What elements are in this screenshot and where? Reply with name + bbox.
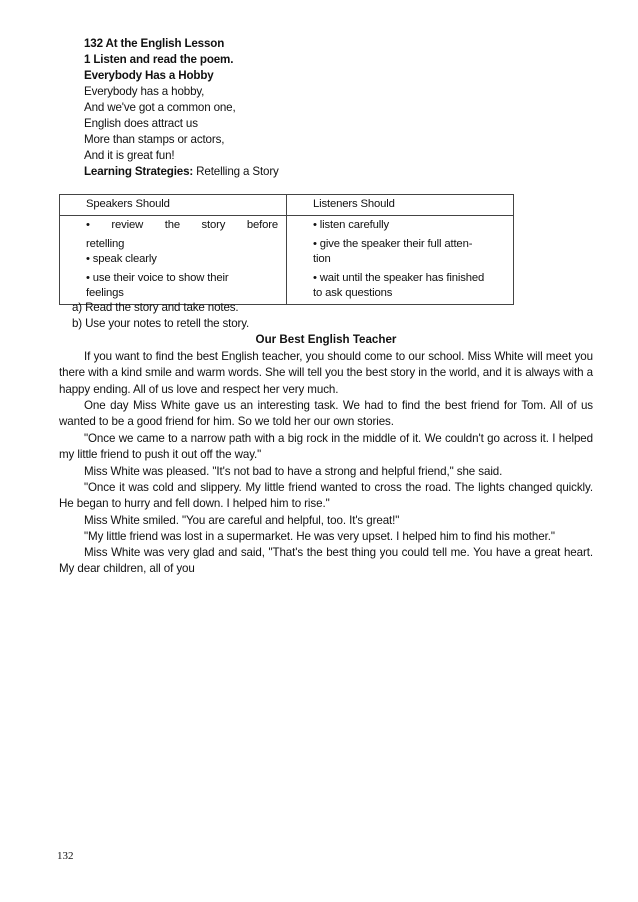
- list-item: to ask questions: [313, 287, 393, 299]
- poem-line: Everybody has a hobby,: [84, 85, 205, 98]
- story-paragraph: Miss White was very glad and said, "That's the best thing you could tell me. You have a great heart. My dear children, all of you: [59, 546, 593, 576]
- list-item: • speak clearly: [86, 253, 157, 265]
- table-row: [60, 216, 514, 305]
- task-a: a) Read the story and take notes.: [72, 301, 239, 314]
- lesson-heading: 132 At the English Lesson: [84, 37, 225, 50]
- header-listeners: Listeners Should: [287, 195, 514, 216]
- strategies-table: [59, 194, 514, 305]
- list-item: tion: [313, 253, 331, 265]
- story-paragraph: "Once we came to a narrow path with a big rock in the middle of it. We couldn't go across it. I helped my little friend to push it out off the way.": [59, 432, 593, 462]
- story-paragraph: "Once it was cold and slippery. My little friend wanted to cross the road. The lights changed quickly. He began to hurry and fell down. I helped him to rise.": [59, 481, 593, 511]
- poem-line: More than stamps or actors,: [84, 133, 225, 146]
- story-paragraph: Miss White smiled. "You are careful and helpful, too. It's great!": [84, 514, 400, 527]
- exercise-instruction: 1 Listen and read the poem.: [84, 53, 234, 66]
- poem-line: And we've got a common one,: [84, 101, 236, 114]
- story-paragraph: If you want to find the best English teacher, you should come to our school. Miss White will meet you there with a kind smile and warm words. She will tell you the best story in the world, and it is always with a happy ending. All of us love and respect her very much.: [59, 350, 593, 396]
- strategies-value: Retelling a Story: [193, 165, 279, 178]
- table-header-row: [60, 195, 514, 216]
- page-number: 132: [57, 850, 74, 862]
- story-paragraph: One day Miss White gave us an interesting task. We had to find the best friend for Tom. All of us wanted to be a good friend for him. So we told her our own stories.: [59, 399, 593, 429]
- list-item: • wait until the speaker has finished: [313, 272, 485, 284]
- story-paragraph: Miss White was pleased. "It's not bad to have a strong and helpful friend," she said.: [84, 465, 503, 478]
- poem-line: And it is great fun!: [84, 149, 175, 162]
- list-item: feelings: [86, 287, 124, 299]
- story-paragraph: "My little friend was lost in a supermarket. He was very upset. I helped him to find his mother.": [84, 530, 555, 543]
- list-item: retelling: [86, 238, 125, 250]
- speakers-cell: [60, 216, 287, 305]
- story-title: Our Best English Teacher: [255, 333, 397, 346]
- list-item: • use their voice to show their: [86, 272, 229, 284]
- list-item: • review the story before: [86, 219, 278, 231]
- list-item: • give the speaker their full atten-: [313, 238, 473, 250]
- header-speakers: Speakers Should: [60, 195, 287, 216]
- learning-strategies: [84, 164, 279, 180]
- poem-title: Everybody Has a Hobby: [84, 69, 214, 82]
- listeners-cell: [287, 216, 514, 305]
- list-item: • listen carefully: [313, 219, 389, 231]
- strategies-label: Learning Strategies:: [84, 165, 194, 178]
- poem-line: English does attract us: [84, 117, 198, 130]
- task-b: b) Use your notes to retell the story.: [72, 317, 250, 330]
